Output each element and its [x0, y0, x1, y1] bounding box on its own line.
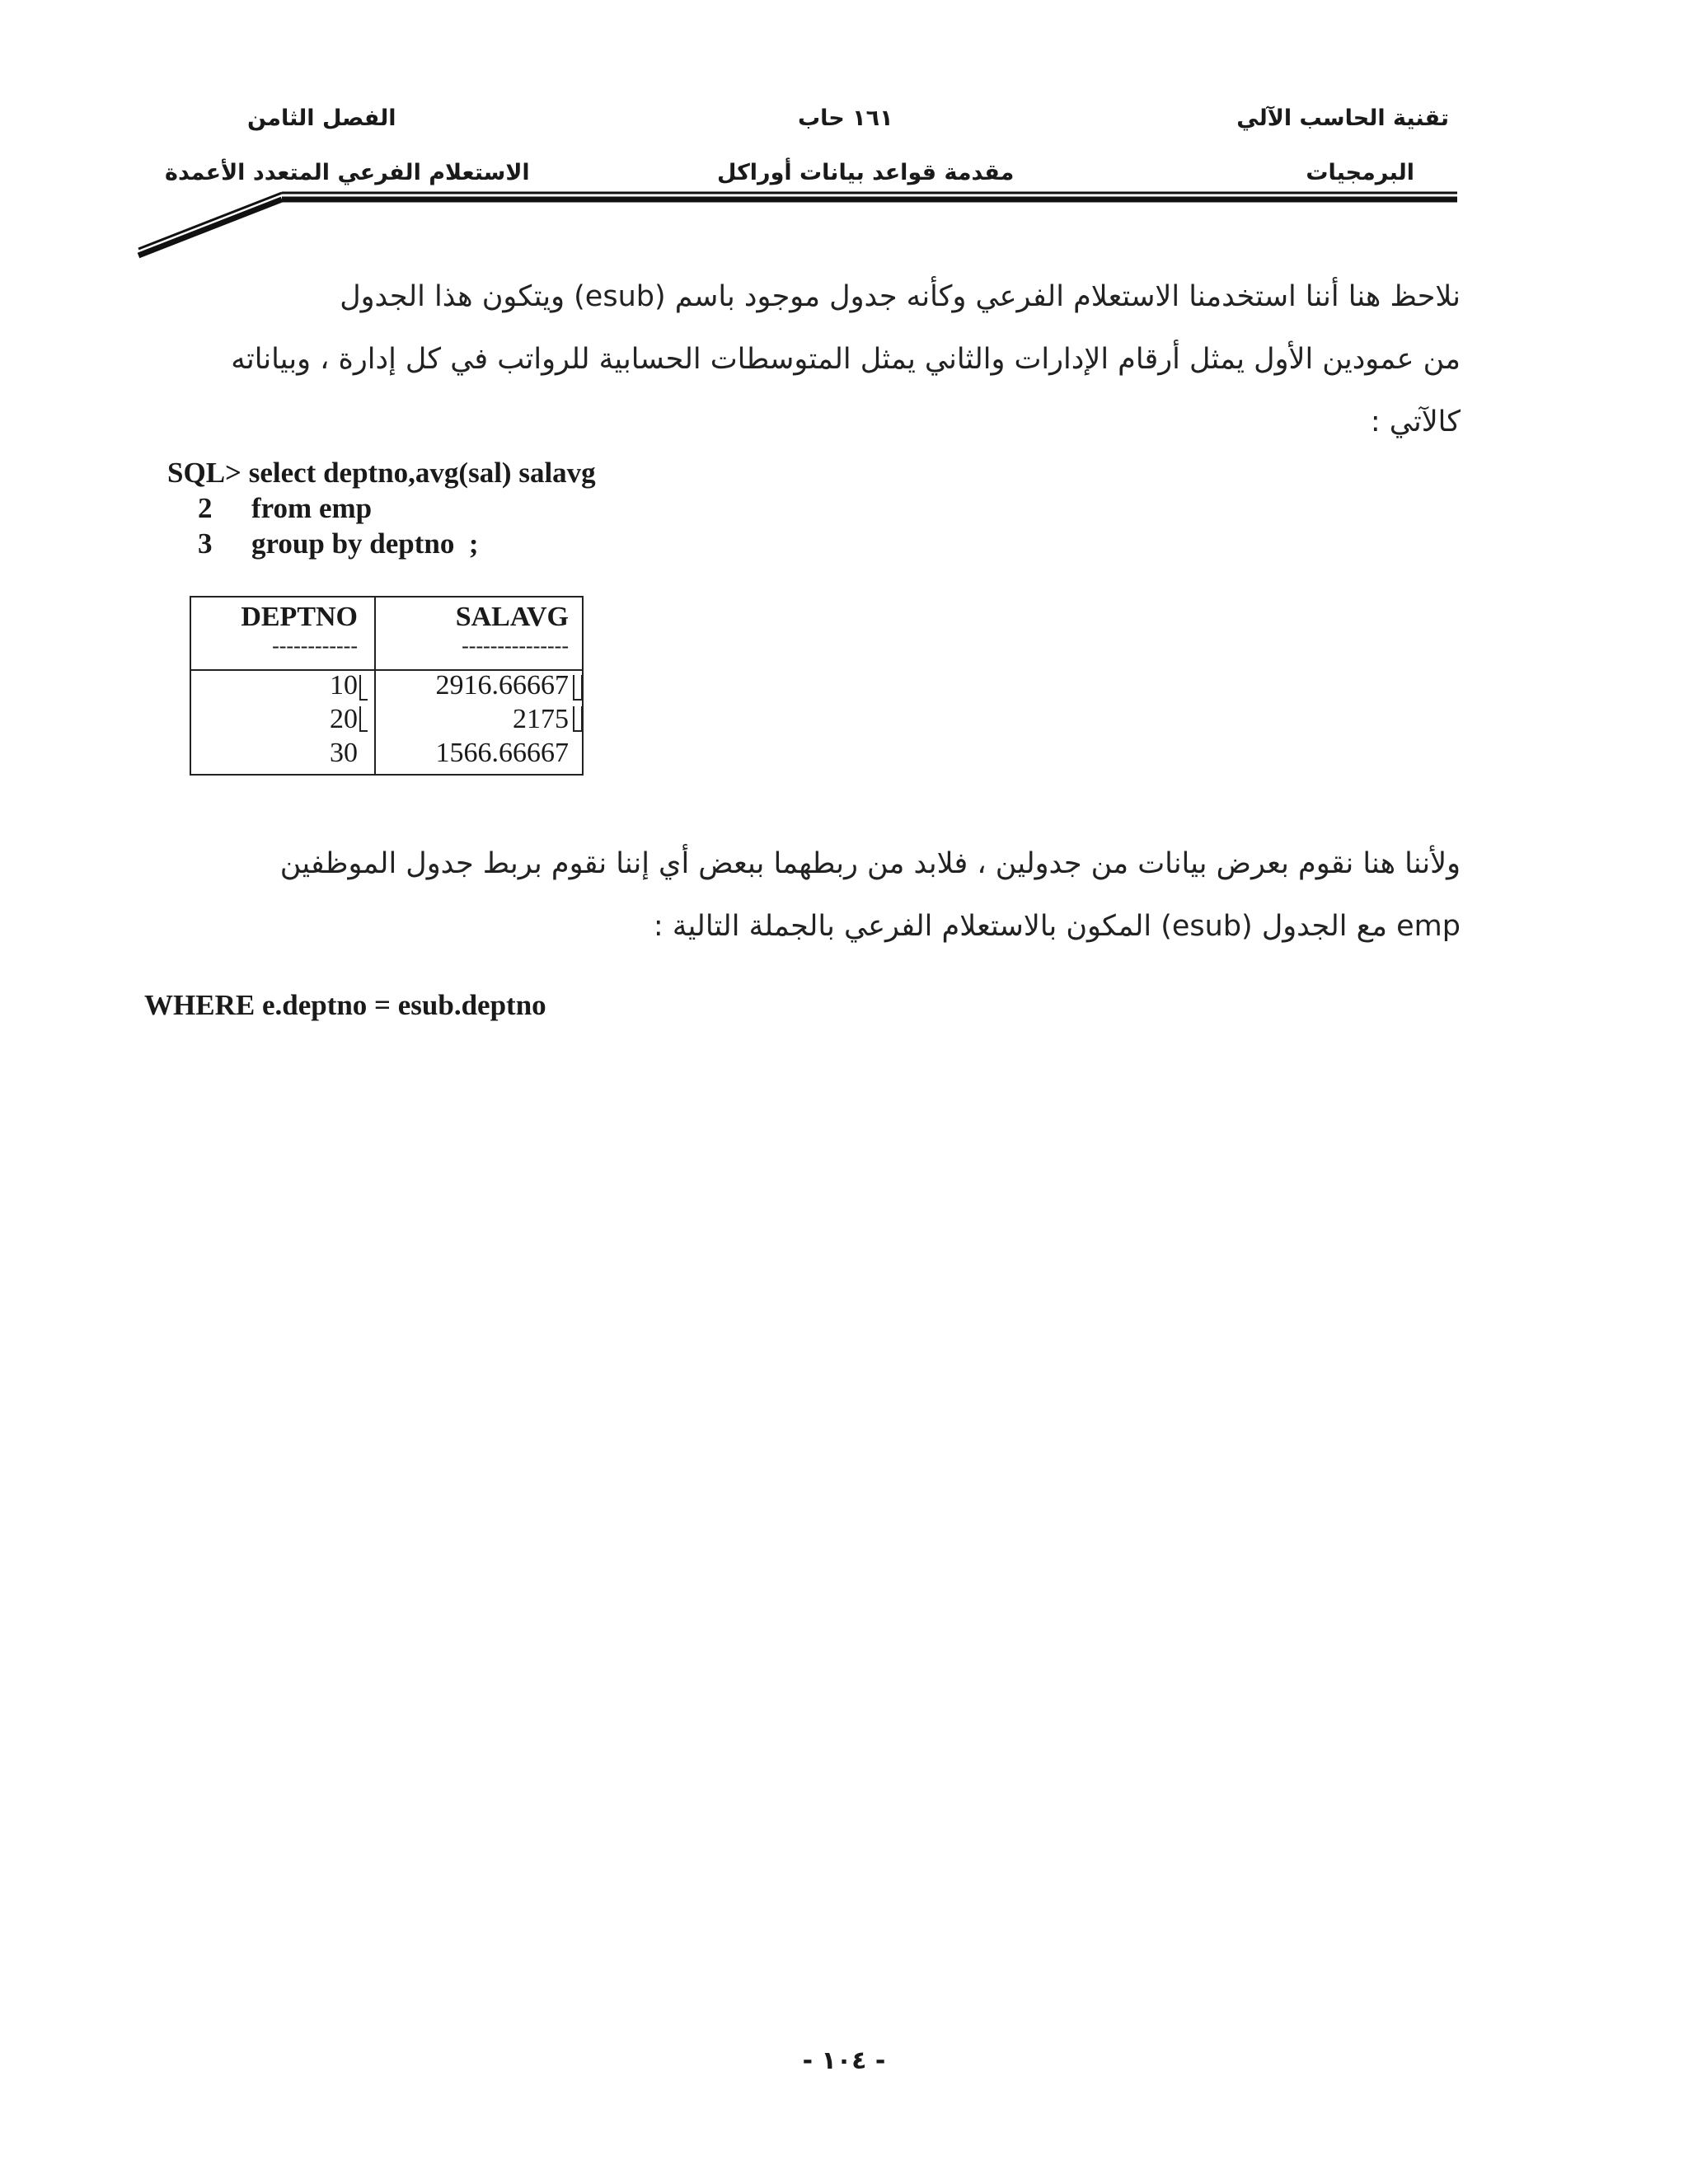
- table-row-1-deptno: 10: [330, 670, 358, 701]
- header-course-code: ١٦١ حاب: [798, 105, 893, 131]
- separator-deptno: ------------: [272, 634, 358, 658]
- header-specialty: البرمجيات: [1306, 160, 1414, 185]
- table-row-1-salavg: 2916.66667: [435, 670, 569, 701]
- intro-line-2: من عمودين الأول يمثل أرقام الإدارات والثاني يمثل المتوسطات الحسابية للرواتب في كل إدارة ، وبياناته: [231, 343, 1461, 376]
- join-paragraph: [142, 832, 1461, 958]
- table-row-3-salavg: 1566.66667: [435, 738, 569, 768]
- header-chapter-topic: الاستعلام الفرعي المتعدد الأعمدة: [165, 160, 530, 185]
- intro-line-1: نلاحظ هنا أننا استخدمنا الاستعلام الفرعي وكأنه جدول موجود باسم (esub) ويتكون هذا الجدول: [340, 280, 1461, 313]
- join-line-2: emp مع الجدول (esub) المكون بالاستعلام الفرعي بالجملة التالية :: [653, 910, 1461, 943]
- sql-line-2: from emp: [251, 492, 373, 524]
- header-chapter: الفصل الثامن: [247, 105, 396, 131]
- separator-salavg: ---------------: [462, 634, 569, 658]
- column-header-salavg: SALAVG: [455, 602, 569, 632]
- table-bracket-marks: [191, 598, 585, 777]
- header-rule: [0, 0, 1688, 272]
- table-row-2-deptno: 20: [330, 704, 358, 734]
- table-row-2-salavg: 2175: [513, 704, 569, 734]
- intro-paragraph: [142, 265, 1461, 453]
- sql-line-3: group by deptno ;: [251, 527, 479, 560]
- intro-line-3: كالآتي :: [1370, 405, 1461, 438]
- join-line-1: ولأننا هنا نقوم بعرض بيانات من جدولين ، فلابد من ربطهما ببعض أي إننا نقوم بربط جدول الموظفين: [279, 847, 1461, 880]
- column-header-deptno: DEPTNO: [241, 602, 358, 632]
- header-course-title: تقنية الحاسب الآلي: [1236, 105, 1449, 131]
- page-number: - ١٠٤ -: [802, 2046, 886, 2075]
- table-row-3-deptno: 30: [330, 738, 358, 768]
- where-clause: WHERE e.deptno = esub.deptno: [144, 989, 546, 1021]
- sql-line-2-number: 2: [198, 492, 213, 524]
- sql-line-3-number: 3: [198, 527, 213, 560]
- sql-line-1: SQL> select deptno,avg(sal) salavg: [167, 457, 596, 489]
- header-book-title: مقدمة قواعد بيانات أوراكل: [717, 160, 1015, 185]
- result-table: [190, 596, 584, 776]
